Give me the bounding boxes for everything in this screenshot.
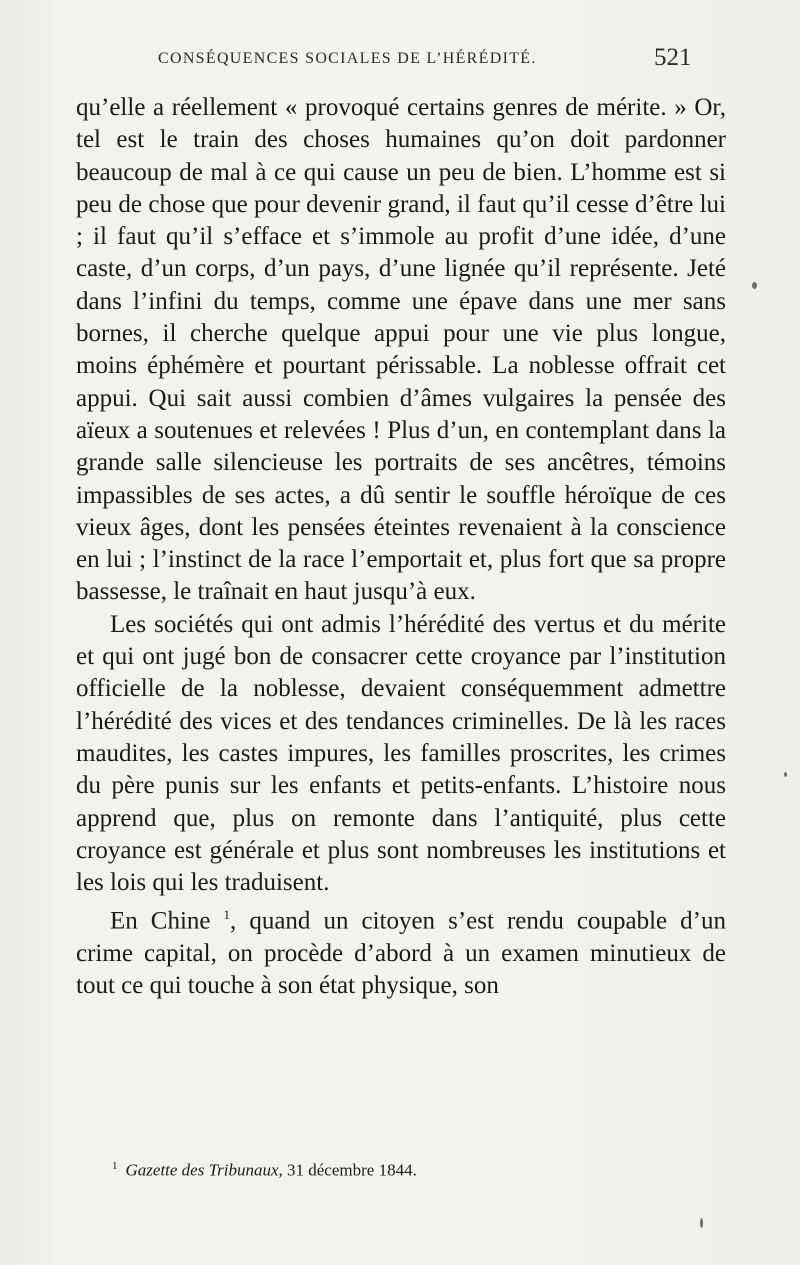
paper-speck	[700, 1218, 703, 1228]
paragraph-2: Les sociétés qui ont admis l’hérédité des vertus et du mérite et qui ont jugé bon de consacrer cette croyance par l’institution officielle de la noblesse, devaient conséquemment admettre l’hérédité des vices et des tendances criminelles. De là les races maudites, les castes impures, les familles proscrites, les crimes du père punis sur les enfants et petits-enfants. L’histoire nous apprend que, plus on remonte dans l’antiquité, plus cette croyance est générale et plus sont nombreuses les institutions et les lois qui les traduisent.	[76, 610, 726, 897]
body-text	[76, 92, 726, 1003]
paper-speck	[752, 282, 757, 289]
paragraph-1: qu’elle a réellement « provoqué certains genres de mérite. » Or, tel est le train des choses humaines qu’on doit pardonner beaucoup de mal à ce qui cause un peu de bien. L’homme est si peu de chose que pour devenir grand, il faut qu’il cesse d’être lui ; il faut qu’il s’efface et s’immole au profit d’une idée, d’une caste, d’un corps, d’un pays, d’une lignée qu’il représente. Jeté dans l’infini du temps, comme une épave dans une mer sans bornes, il cherche quelque appui pour une vie plus longue, moins éphémère et pourtant périssable. La noblesse offrait cet appui. Qui sait aussi combien d’âmes vulgaires la pensée des aïeux a soutenues et relevées ! Plus d’un, en contemplant dans la grande salle silencieuse les portraits de ses ancêtres, témoins impassibles de ses actes, a dû sentir le souffle héroïque de ces vieux âges, dont les pensées éteintes revenaient à la conscience en lui ; l’instinct de la race l’emportait et, plus fort que sa propre bassesse, le traînait en haut jusqu’à eux.	[76, 94, 726, 606]
paragraph-3-text: , quand un citoyen s’est rendu coupable d’un crime capital, on procède d’abord à un examen minutieux de tout ce qui touche à son état physique, son	[76, 907, 726, 1000]
footnote-mark: 1	[112, 1160, 118, 1172]
paragraph-3-lead: En Chine	[110, 907, 211, 935]
footnote-journal: Gazette des Tribunaux	[125, 1160, 279, 1180]
paragraph-3	[76, 899, 726, 1002]
footnote	[112, 1160, 417, 1181]
paper-speck	[784, 772, 787, 777]
footnote-reference: 1	[223, 907, 231, 923]
footnote-date: , 31 décembre 1844.	[278, 1160, 417, 1180]
page-number: 521	[654, 44, 692, 71]
running-title: CONSÉQUENCES SOCIALES DE L’HÉRÉDITÉ.	[158, 50, 537, 67]
